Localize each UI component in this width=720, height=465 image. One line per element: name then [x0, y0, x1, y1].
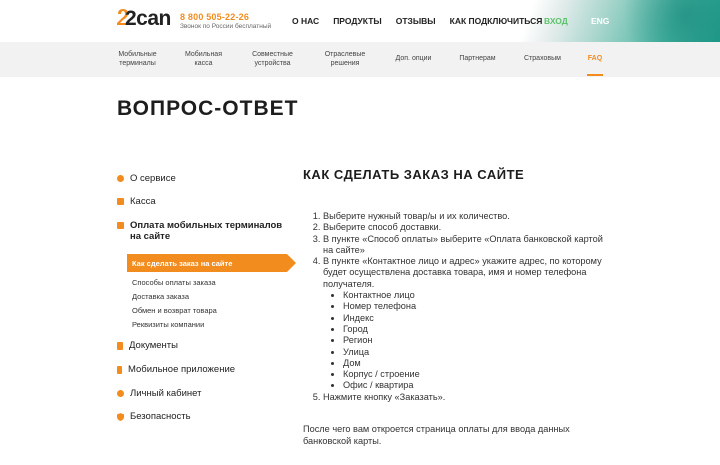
sidebar-item-label: Мобильное приложение	[128, 364, 236, 375]
topnav-how-to-connect[interactable]: КАК ПОДКЛЮЧИТЬСЯ	[449, 16, 543, 26]
sidebar-sub-returns[interactable]: Обмен и возврат товара	[132, 306, 217, 315]
user-icon	[117, 390, 124, 397]
step-item: 1. Выберите нужный товар/ы и их количество.	[323, 211, 613, 222]
subnav-mobile-cashbox[interactable]: Мобильная касса	[184, 51, 222, 67]
header-glow	[610, 0, 720, 42]
order-steps	[313, 211, 613, 403]
sidebar-item-label: Безопасность	[130, 411, 191, 422]
language-switch[interactable]: ENG	[591, 16, 610, 26]
sidebar-item-payment[interactable]	[117, 220, 287, 242]
document-icon	[117, 342, 123, 350]
step-item: 5. Нажмите кнопку «Заказать».	[323, 392, 613, 403]
step-item: 2. Выберите способ доставки.	[323, 222, 613, 233]
step-item	[323, 256, 613, 392]
sidebar-item-security[interactable]	[117, 411, 191, 422]
field-item: • Улица	[343, 347, 613, 358]
cashbox-icon	[117, 198, 124, 205]
page-title: ВОПРОС-ОТВЕТ	[117, 97, 299, 120]
article-footer-text: После чего вам откроется страница оплаты для ввода данных банковской карты.	[303, 424, 570, 446]
active-tab-indicator	[587, 74, 603, 76]
topnav-products[interactable]: ПРОДУКТЫ	[333, 16, 382, 26]
sidebar-item-label: Касса	[130, 196, 156, 207]
field-item: • Контактное лицо	[343, 290, 613, 301]
subnav-insurance[interactable]: Страховым	[524, 55, 561, 63]
sidebar-sub-active[interactable]: Как сделать заказ на сайте	[127, 254, 287, 272]
shield-icon	[117, 413, 124, 421]
phone-note: Звонок по России бесплатный	[180, 23, 272, 30]
login-link[interactable]: ВХОД	[544, 16, 568, 26]
sidebar-sub-requisites[interactable]: Реквизиты компании	[132, 320, 205, 329]
sidebar-item-documents[interactable]	[117, 340, 178, 351]
step-item: 3. В пункте «Способ оплаты» выберите «Оплата банковской картой на сайте»	[323, 234, 613, 257]
topnav-about[interactable]: О НАС	[292, 16, 320, 26]
article-title: КАК СДЕЛАТЬ ЗАКАЗ НА САЙТЕ	[303, 167, 525, 182]
field-item: • Номер телефона	[343, 301, 613, 312]
field-item: • Дом	[343, 358, 613, 369]
sidebar-sub-delivery[interactable]: Доставка заказа	[132, 292, 190, 301]
card-icon	[117, 222, 124, 229]
sidebar-item-about[interactable]	[117, 173, 176, 184]
site-header	[0, 0, 720, 42]
sidebar-item-label: Документы	[129, 340, 178, 351]
contact-fields-list	[323, 290, 613, 392]
field-item: • Индекс	[343, 313, 613, 324]
sidebar-item-account[interactable]	[117, 388, 201, 399]
field-item: • Город	[343, 324, 613, 335]
top-nav	[292, 16, 556, 26]
sub-nav	[0, 42, 720, 77]
sidebar-item-label: О сервисе	[130, 173, 176, 184]
subnav-mobile-terminals[interactable]: Мобильные терминалы	[118, 51, 157, 67]
phone-number[interactable]: 8 800 505-22-26	[180, 12, 250, 22]
step-text: В пункте «Контактное лицо и адрес» укажите адрес, по которому будет осуществлена доставка товара, имя и номер телефона получателя.	[323, 256, 602, 289]
subnav-industry-solutions[interactable]: Отраслевые решения	[324, 51, 366, 67]
subnav-partners[interactable]: Партнерам	[459, 55, 496, 63]
subnav-faq[interactable]: FAQ	[587, 55, 603, 63]
sidebar-item-label: Оплата мобильных терминалов на сайте	[130, 220, 283, 242]
sidebar-item-label: Личный кабинет	[130, 388, 202, 399]
field-item: • Офис / квартира	[343, 380, 613, 391]
phone-icon	[117, 366, 122, 374]
sidebar-item-cashbox[interactable]	[117, 196, 156, 207]
field-item: • Регион	[343, 335, 613, 346]
logo-text[interactable]: 2can	[125, 7, 171, 30]
topnav-reviews[interactable]: ОТЗЫВЫ	[395, 16, 436, 26]
subnav-extra-options[interactable]: Доп. опции	[395, 55, 432, 63]
sidebar-item-mobile-app[interactable]	[117, 364, 235, 375]
field-item: • Корпус / строение	[343, 369, 613, 380]
subnav-shared-devices[interactable]: Совместные устройства	[252, 51, 293, 67]
bullet-icon	[117, 175, 124, 182]
sidebar-sub-payment-methods[interactable]: Способы оплаты заказа	[132, 278, 216, 287]
